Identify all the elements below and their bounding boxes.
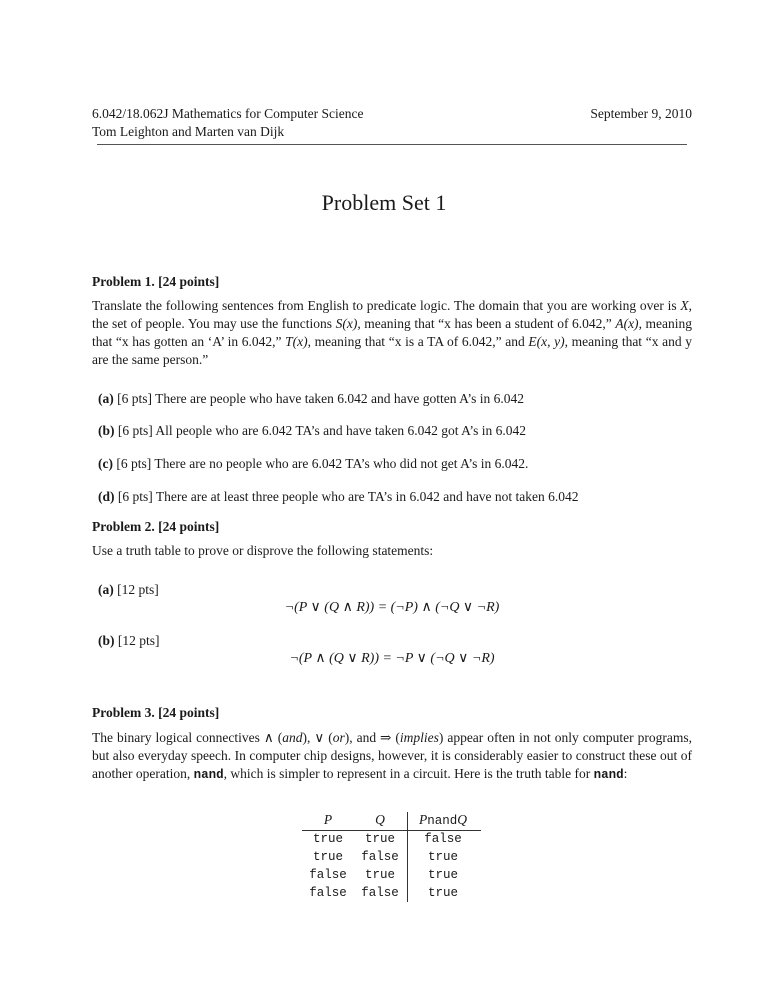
math: and	[282, 730, 303, 745]
item-label: (a)	[98, 391, 114, 406]
problem2-intro: Use a truth table to prove or disprove the following statements:	[92, 543, 434, 558]
problem1-item-d	[98, 488, 579, 506]
intro-text: The binary logical connectives ∧ (	[92, 730, 283, 745]
intro-text: , meaning that “x has gotten an ‘A’ in 6.042,”	[92, 316, 692, 349]
table-cell: false	[309, 886, 347, 900]
item-text: There are at least three people who are TA’s in 6.042 and have not taken 6.042	[155, 489, 579, 504]
math: X	[680, 298, 689, 313]
intro-text: , the set of people. You may use the functions	[92, 298, 692, 331]
item-label: (b)	[98, 423, 115, 438]
table-header-p-nand-q	[403, 811, 483, 829]
table-cell: true	[312, 832, 343, 846]
item-text: All people who are 6.042 TA’s and have taken 6.042 got A’s in 6.042	[155, 423, 527, 438]
math: or	[332, 730, 345, 745]
item-points: [6 pts]	[117, 489, 153, 504]
table-cell: true	[427, 886, 458, 900]
intro-text: , meaning that “x and y are the same person.”	[92, 334, 692, 367]
table-cell: false	[361, 886, 399, 900]
intro-text: , which is simpler to represent in a circuit. Here is the truth table for	[223, 766, 594, 781]
item-points: [12 pts]	[117, 633, 160, 648]
problem2-heading: Problem 2. [24 points]	[92, 519, 220, 534]
code: nand	[193, 768, 224, 782]
table-cell: true	[427, 868, 458, 882]
op: nand	[427, 814, 458, 828]
math: T(x)	[285, 334, 308, 349]
header-rule	[97, 144, 687, 145]
date: September 9, 2010	[590, 106, 692, 121]
math: implies	[399, 730, 439, 745]
table-cell: false	[361, 850, 399, 864]
problem3-intro	[92, 729, 692, 784]
problem1-heading: Problem 1. [24 points]	[92, 274, 220, 289]
math: A(x)	[615, 316, 639, 331]
course-title: 6.042/18.062J Mathematics for Computer Science	[92, 106, 364, 121]
item-points: [12 pts]	[117, 582, 159, 597]
problem1-item-a	[98, 390, 524, 408]
item-label: (b)	[98, 633, 115, 648]
math: E(x, y)	[528, 334, 565, 349]
table-header-q: Q	[375, 812, 385, 827]
authors: Tom Leighton and Marten van Dijk	[92, 124, 285, 139]
intro-text: ) appear often in not only computer programs, but also everyday speech. In computer chip designs, however, it is considerably easier to construct these out of another operation,	[92, 730, 693, 781]
item-label: (a)	[98, 582, 114, 597]
problem3-heading: Problem 3. [24 points]	[92, 705, 220, 720]
item-label: (d)	[98, 489, 115, 504]
formula-a: ¬(P ∨ (Q ∧ R)) = (¬P) ∧ (¬Q ∨ ¬R)	[284, 600, 500, 615]
item-label: (c)	[98, 456, 113, 471]
page-title: Problem Set 1	[321, 190, 447, 215]
table-cell: true	[427, 850, 458, 864]
item-points: [6 pts]	[117, 391, 152, 406]
problem2-item-b	[98, 632, 160, 650]
table-header-p: P	[323, 812, 333, 827]
problem1-item-b	[98, 422, 526, 440]
problem2-item-a	[98, 581, 159, 599]
intro-text: :	[623, 766, 628, 781]
var: P	[418, 812, 428, 827]
intro-text: ), ∨ (	[302, 730, 333, 745]
item-text: There are people who have taken 6.042 and have gotten A’s in 6.042	[155, 391, 525, 406]
table-cell: true	[364, 868, 395, 882]
item-text: There are no people who are 6.042 TA’s who did not get A’s in 6.042.	[154, 456, 529, 471]
table-cell: true	[364, 832, 395, 846]
table-cell: false	[309, 868, 347, 882]
intro-text: , meaning that “x has been a student of 6.042,”	[357, 316, 616, 331]
intro-text: Translate the following sentences from English to predicate logic. The domain that you are working over is	[92, 298, 681, 313]
problem1-item-c	[98, 455, 528, 473]
table-cell: true	[312, 850, 343, 864]
item-points: [6 pts]	[116, 456, 152, 471]
code: nand	[593, 768, 624, 782]
formula-b: ¬(P ∧ (Q ∨ R)) = ¬P ∨ (¬Q ∨ ¬R)	[289, 651, 495, 666]
problem1-intro	[92, 297, 692, 369]
table-cell: false	[424, 832, 462, 846]
intro-text: , meaning that “x is a TA of 6.042,” and	[307, 334, 529, 349]
item-points: [6 pts]	[117, 423, 153, 438]
intro-text: ), and ⇒ (	[344, 730, 400, 745]
var: Q	[457, 812, 467, 827]
math: S(x)	[335, 316, 358, 331]
